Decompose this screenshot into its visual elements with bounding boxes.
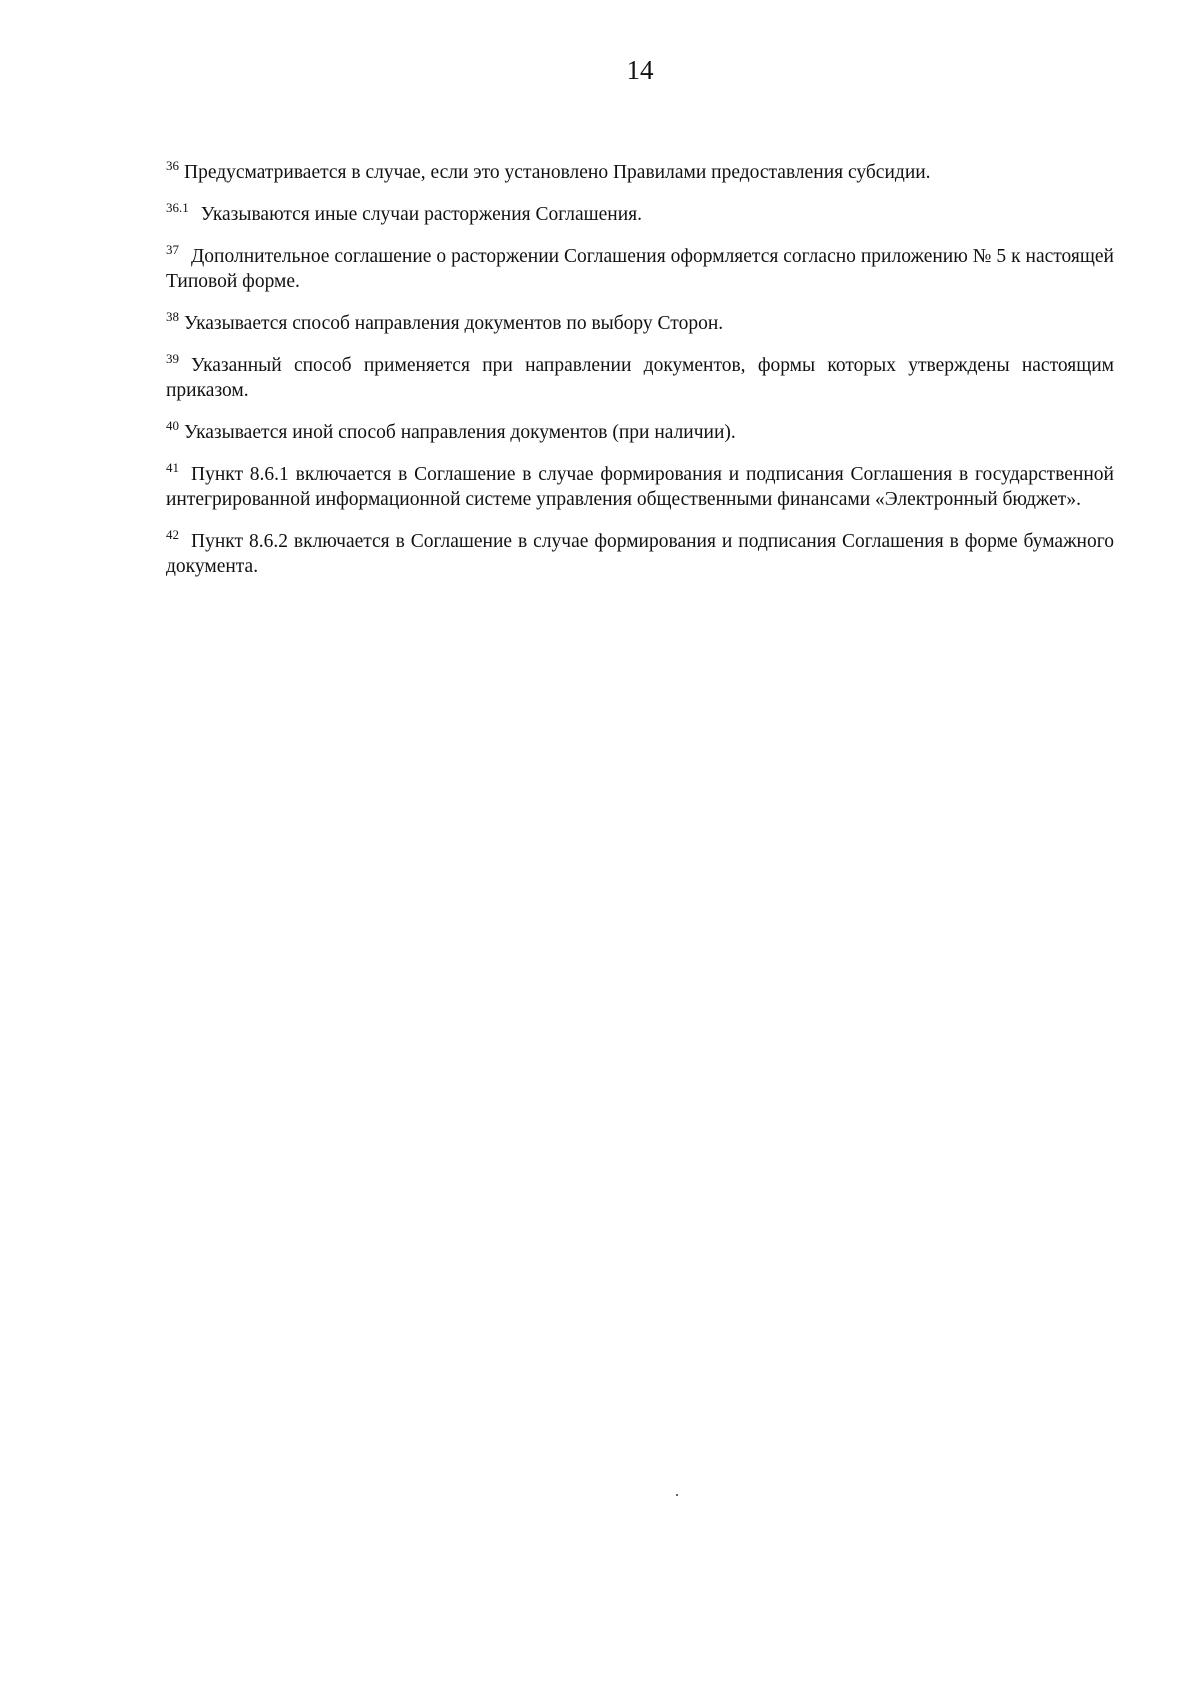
footnote-marker: 40 [166,418,179,433]
page-number: 14 [626,55,654,85]
footnote-37 [166,244,1114,294]
footnote-38 [166,311,1114,336]
footnote-marker: 41 [166,460,179,475]
footnote-36-1 [166,202,1114,227]
footnotes-list [166,160,1114,596]
footnote-text: Пункт 8.6.2 включается в Соглашение в случае формирования и подписания Соглашения в форме бумажного документа. [166,531,1114,577]
footnote-marker: 38 [166,309,179,324]
footnote-text: Указывается способ направления документов по выбору Сторон. [184,313,724,334]
footnote-marker: 39 [166,351,179,366]
footnote-marker: 37 [166,242,179,257]
footnote-marker: 36 [166,158,179,173]
footnote-text: Указанный способ применяется при направлении документов, формы которых утверждены настоящим приказом. [166,355,1114,401]
footnote-text: Дополнительное соглашение о расторжении Соглашения оформляется согласно приложению № 5 к настоящей Типовой форме. [166,246,1114,292]
footnote-40 [166,420,1114,445]
footnote-text: Пункт 8.6.1 включается в Соглашение в случае формирования и подписания Соглашения в государственной интегрированной информационной системе управления общественными финансами «Электронный бюджет». [166,464,1114,510]
footnote-41 [166,462,1114,512]
footnote-36 [166,160,1114,185]
footnote-text: Указываются иные случаи расторжения Соглашения. [200,204,643,225]
footnote-text: Указывается иной способ направления документов (при наличии). [184,422,736,443]
footnote-marker: 42 [166,527,179,542]
footnote-39 [166,353,1114,403]
scan-speck [676,1494,678,1496]
footnote-text: Предусматривается в случае, если это установлено Правилами предоставления субсидии. [184,162,931,183]
footnote-42 [166,529,1114,579]
footnote-marker: 36.1 [166,200,189,215]
